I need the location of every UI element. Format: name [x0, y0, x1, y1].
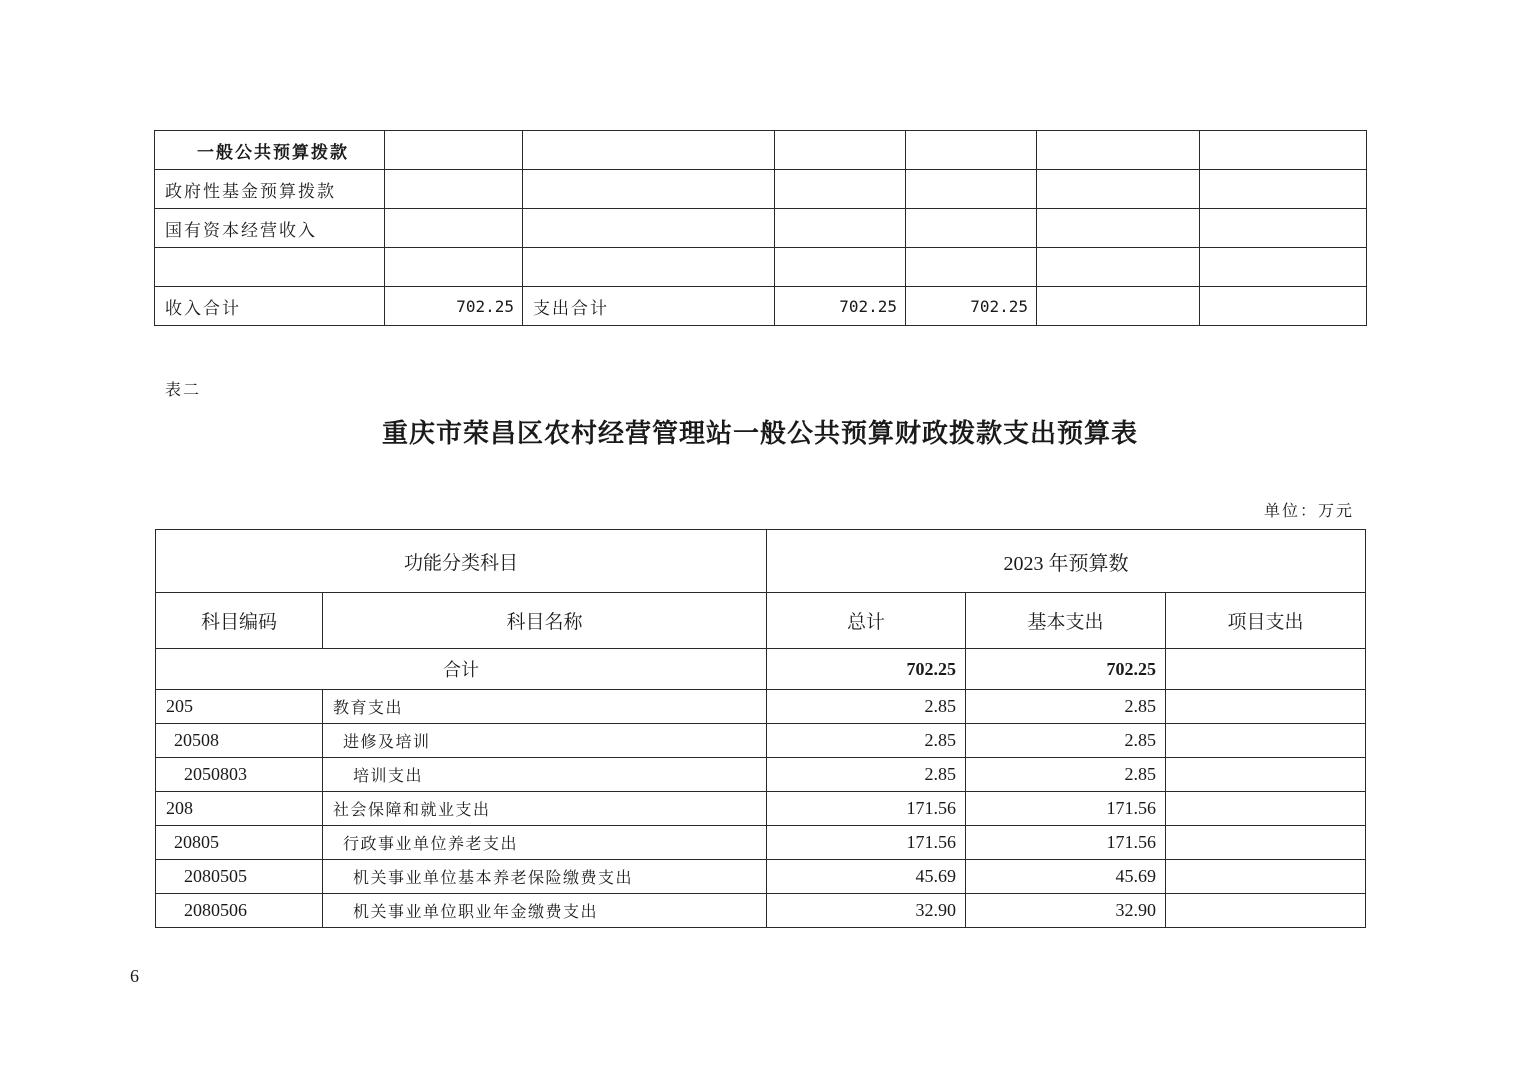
- basic-value: 171.56: [966, 826, 1166, 860]
- cell: [906, 248, 1037, 287]
- expense-total: 702.25: [775, 287, 906, 326]
- total-value: 2.85: [767, 758, 966, 792]
- project-value: [1166, 860, 1366, 894]
- table-row: [155, 248, 1367, 287]
- basic-value: 2.85: [966, 724, 1166, 758]
- cell: [906, 131, 1037, 170]
- basic-value: 702.25: [966, 649, 1166, 690]
- cell: [1200, 248, 1367, 287]
- basic-value: 171.56: [966, 792, 1166, 826]
- expense-total-label: 支出合计: [523, 287, 775, 326]
- header-project: 项目支出: [1166, 593, 1366, 649]
- subject-code: 208: [156, 792, 323, 826]
- subject-code: 2050803: [156, 758, 323, 792]
- total-value: 171.56: [767, 826, 966, 860]
- subject-name: 培训支出: [323, 758, 767, 792]
- income-total: 702.25: [385, 287, 523, 326]
- project-value: [1166, 792, 1366, 826]
- cell: [775, 248, 906, 287]
- cell: [523, 170, 775, 209]
- subject-name: 教育支出: [323, 690, 767, 724]
- cell: [1037, 209, 1200, 248]
- cell: [1037, 170, 1200, 209]
- subject-code: 205: [156, 690, 323, 724]
- header-functional-classification: 功能分类科目: [156, 530, 767, 593]
- cell: [1037, 287, 1200, 326]
- row-label: 国有资本经营收入: [155, 209, 385, 248]
- cell: [775, 170, 906, 209]
- table-row: [156, 792, 1366, 826]
- total-value: 171.56: [767, 792, 966, 826]
- subject-name: 行政事业单位养老支出: [323, 826, 767, 860]
- subject-name: 社会保障和就业支出: [323, 792, 767, 826]
- cell: [523, 248, 775, 287]
- subject-code: 20508: [156, 724, 323, 758]
- cell: [385, 209, 523, 248]
- total-value: 2.85: [767, 690, 966, 724]
- subject-code: 2080506: [156, 894, 323, 928]
- total-label: 合计: [156, 649, 767, 690]
- row-label: [155, 248, 385, 287]
- cell: [1200, 131, 1367, 170]
- cell: [523, 131, 775, 170]
- project-value: [1166, 826, 1366, 860]
- header-code: 科目编码: [156, 593, 323, 649]
- row-label: 一般公共预算拨款: [155, 131, 385, 170]
- header-basic: 基本支出: [966, 593, 1166, 649]
- cell: [906, 170, 1037, 209]
- basic-value: 2.85: [966, 690, 1166, 724]
- total-row: [156, 649, 1366, 690]
- cell: [1037, 248, 1200, 287]
- table-row: [156, 860, 1366, 894]
- table-row: [156, 826, 1366, 860]
- basic-value: 2.85: [966, 758, 1166, 792]
- expenditure-budget-table: [155, 529, 1366, 928]
- total-value: 32.90: [767, 894, 966, 928]
- cell: [1200, 170, 1367, 209]
- expenditure-budget-body: [156, 530, 1366, 928]
- cell: [385, 131, 523, 170]
- cell: [523, 209, 775, 248]
- row-label: 收入合计: [155, 287, 385, 326]
- project-value: [1166, 690, 1366, 724]
- unit-label: 单位：万元: [1263, 501, 1354, 520]
- total-value: 2.85: [767, 724, 966, 758]
- cell: [775, 131, 906, 170]
- cell: [1037, 131, 1200, 170]
- total-value: 45.69: [767, 860, 966, 894]
- page-title: 重庆市荣昌区农村经营管理站一般公共预算财政拨款支出预算表: [381, 419, 1138, 449]
- table-row: [155, 170, 1367, 209]
- basic-value: 45.69: [966, 860, 1166, 894]
- basic-value: 32.90: [966, 894, 1166, 928]
- table-row: [156, 894, 1366, 928]
- header-name: 科目名称: [323, 593, 767, 649]
- cell: [1200, 287, 1367, 326]
- page-number: 6: [130, 966, 139, 986]
- header-total: 总计: [767, 593, 966, 649]
- header-row-columns: [156, 593, 1366, 649]
- subject-name: 机关事业单位基本养老保险缴费支出: [323, 860, 767, 894]
- header-budget-year: 2023 年预算数: [767, 530, 1366, 593]
- table-row: [155, 131, 1367, 170]
- cell: [775, 209, 906, 248]
- cell: [385, 170, 523, 209]
- table-row: [155, 287, 1367, 326]
- table-row: [156, 724, 1366, 758]
- cell: [906, 209, 1037, 248]
- subject-name: 进修及培训: [323, 724, 767, 758]
- cell: [385, 248, 523, 287]
- header-row-group: [156, 530, 1366, 593]
- subject-code: 20805: [156, 826, 323, 860]
- project-value: [1166, 758, 1366, 792]
- project-value: [1166, 894, 1366, 928]
- row-label: 政府性基金预算拨款: [155, 170, 385, 209]
- revenue-summary-body: [155, 131, 1367, 326]
- table-row: [156, 758, 1366, 792]
- table-row: [156, 690, 1366, 724]
- table-row: [155, 209, 1367, 248]
- revenue-summary-table: [154, 130, 1367, 326]
- cell: [1200, 209, 1367, 248]
- subject-code: 2080505: [156, 860, 323, 894]
- total-value: 702.25: [767, 649, 966, 690]
- subject-name: 机关事业单位职业年金缴费支出: [323, 894, 767, 928]
- project-value: [1166, 649, 1366, 690]
- expense-general-total: 702.25: [906, 287, 1037, 326]
- project-value: [1166, 724, 1366, 758]
- table-number-label: 表二: [165, 380, 202, 399]
